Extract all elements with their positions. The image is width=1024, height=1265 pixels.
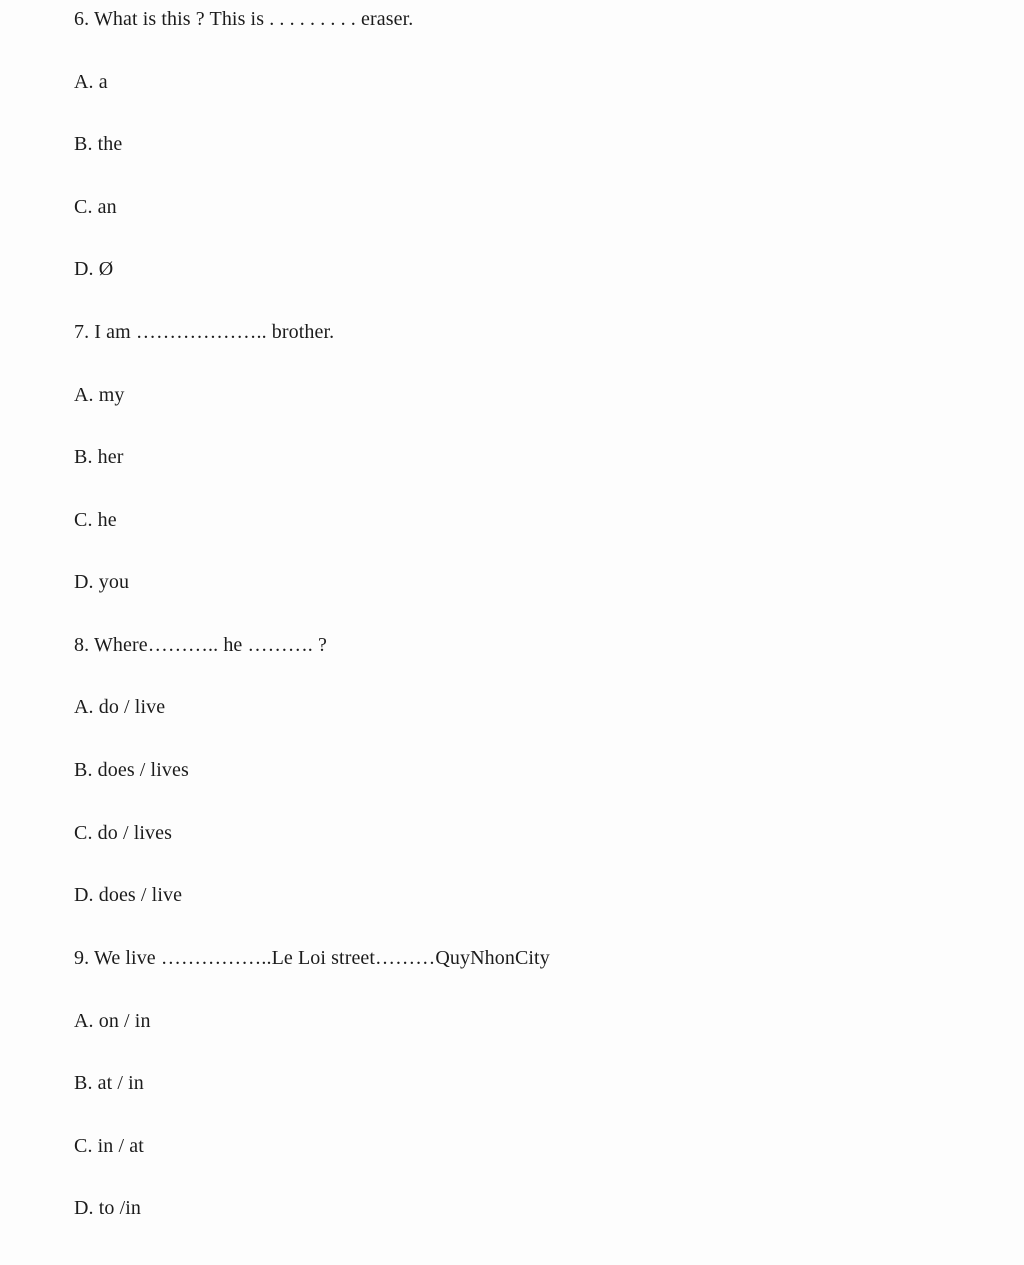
question-7-option-b: B. her <box>74 446 124 468</box>
question-7-stem: 7. I am ……………….. brother. <box>74 321 335 343</box>
question-7-option-c: C. he <box>74 509 117 531</box>
question-6-option-b: B. the <box>74 133 123 155</box>
question-7-option-d: D. you <box>74 571 130 593</box>
question-6-stem: 6. What is this ? This is . . . . . . . . . eraser. <box>74 8 414 30</box>
question-6-option-a: A. a <box>74 71 108 93</box>
question-8-option-b: B. does / lives <box>74 759 189 781</box>
question-8-option-a: A. do / live <box>74 696 166 718</box>
question-9-option-b: B. at / in <box>74 1072 144 1094</box>
question-6-option-c: C. an <box>74 196 117 218</box>
question-7-option-a: A. my <box>74 384 125 406</box>
question-9-option-c: C. in / at <box>74 1135 144 1157</box>
question-8-stem: 8. Where……….. he ………. ? <box>74 634 327 656</box>
question-6-option-d: D. Ø <box>74 258 114 280</box>
question-9-stem: 9. We live ……………..Le Loi street………QuyNhonCity <box>74 947 550 969</box>
question-9-option-d: D. to /in <box>74 1197 142 1219</box>
question-8-option-d: D. does / live <box>74 884 183 906</box>
question-8-option-c: C. do / lives <box>74 822 172 844</box>
question-9-option-a: A. on / in <box>74 1010 151 1032</box>
